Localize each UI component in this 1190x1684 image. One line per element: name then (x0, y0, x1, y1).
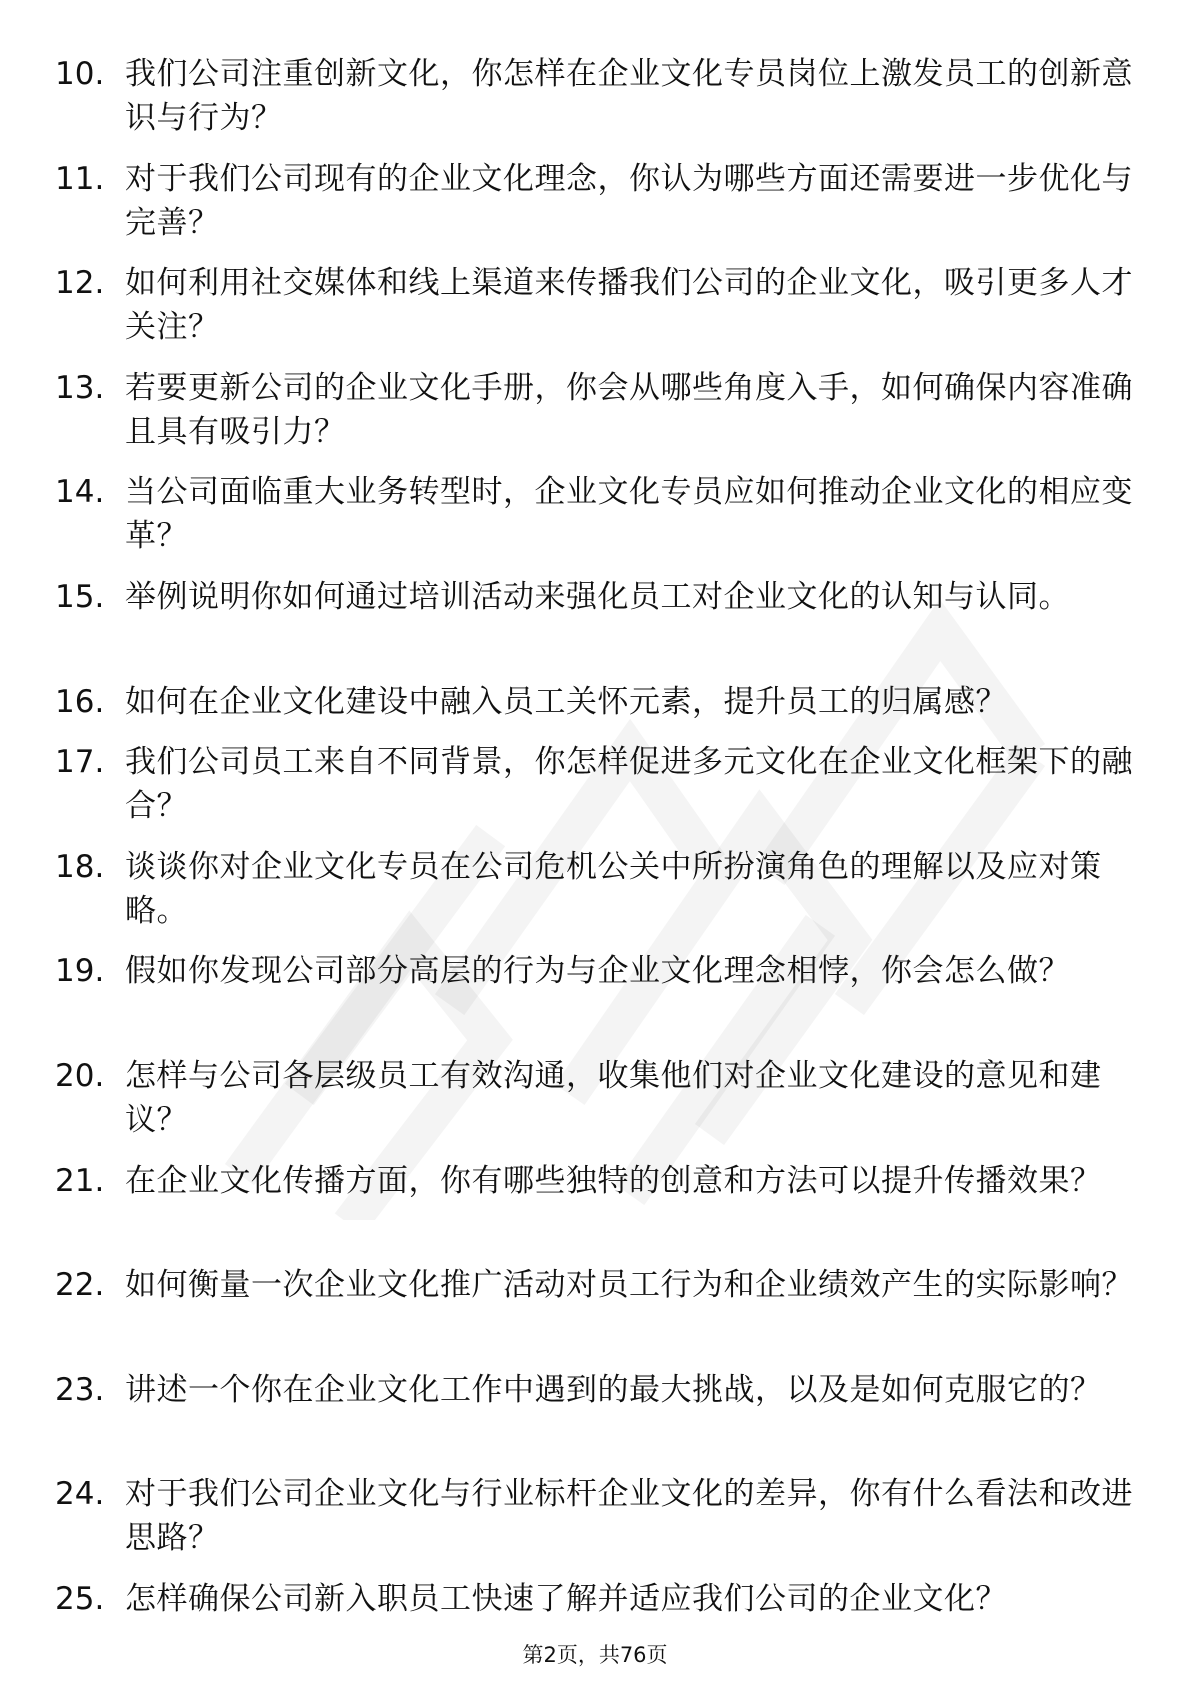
list-item (0, 1159, 1190, 1264)
list-item (0, 1472, 1190, 1577)
question-number: 23. (55, 1371, 105, 1408)
question-number: 12. (55, 265, 105, 302)
page-number-label: 第2页，共76页 (522, 1643, 668, 1667)
question-list (0, 52, 1190, 1637)
list-item (0, 949, 1190, 1054)
question-number: 19. (55, 953, 105, 990)
question-number: 21. (55, 1162, 105, 1199)
question-number: 15. (55, 578, 105, 615)
question-text: 如何在企业文化建设中融入员工关怀元素，提升员工的归属感？ (125, 683, 1007, 720)
list-item (0, 1577, 1190, 1637)
list-item (0, 1054, 1190, 1159)
list-item (0, 470, 1190, 575)
list-item (0, 366, 1190, 471)
question-text: 我们公司员工来自不同背景，你怎样促进多元文化在企业文化框架下的融合？ (125, 744, 1133, 825)
question-text: 当公司面临重大业务转型时，企业文化专员应如何推动企业文化的相应变革？ (125, 474, 1133, 555)
list-item (0, 52, 1190, 157)
question-number: 10. (55, 56, 105, 92)
question-text: 怎样确保公司新入职员工快速了解并适应我们公司的企业文化？ (125, 1580, 1007, 1617)
question-text: 对于我们公司企业文化与行业标杆企业文化的差异，你有什么看法和改进思路？ (125, 1476, 1133, 1557)
list-item (0, 1368, 1190, 1473)
question-number: 13. (55, 369, 105, 406)
question-number: 17. (55, 744, 105, 781)
list-item (0, 845, 1190, 950)
list-item (0, 575, 1190, 680)
list-item (0, 157, 1190, 262)
question-text: 如何衡量一次企业文化推广活动对员工行为和企业绩效产生的实际影响？ (125, 1267, 1133, 1304)
question-number: 22. (55, 1267, 105, 1304)
question-text: 举例说明你如何通过培训活动来强化员工对企业文化的认知与认同。 (125, 578, 1070, 615)
question-text: 对于我们公司现有的企业文化理念，你认为哪些方面还需要进一步优化与完善？ (125, 160, 1133, 241)
list-item (0, 740, 1190, 845)
question-number: 16. (55, 683, 105, 720)
question-text: 假如你发现公司部分高层的行为与企业文化理念相悖，你会怎么做？ (125, 953, 1070, 990)
question-text: 如何利用社交媒体和线上渠道来传播我们公司的企业文化，吸引更多人才关注？ (125, 265, 1133, 346)
question-text: 谈谈你对企业文化专员在公司危机公关中所扮演角色的理解以及应对策略。 (125, 848, 1102, 929)
question-text: 若要更新公司的企业文化手册，你会从哪些角度入手，如何确保内容准确且具有吸引力？ (125, 369, 1133, 450)
question-number: 24. (55, 1476, 105, 1513)
list-item (0, 680, 1190, 741)
question-number: 25. (55, 1580, 105, 1617)
list-item (0, 1263, 1190, 1368)
question-number: 14. (55, 474, 105, 511)
question-text: 我们公司注重创新文化，你怎样在企业文化专员岗位上激发员工的创新意识与行为？ (125, 56, 1133, 136)
question-number: 11. (55, 160, 105, 197)
question-text: 在企业文化传播方面，你有哪些独特的创意和方法可以提升传播效果？ (125, 1162, 1102, 1199)
page-footer (0, 1640, 1190, 1670)
list-item (0, 261, 1190, 366)
question-text: 讲述一个你在企业文化工作中遇到的最大挑战，以及是如何克服它的？ (125, 1371, 1102, 1408)
question-number: 20. (55, 1057, 105, 1094)
question-number: 18. (55, 848, 105, 885)
question-text: 怎样与公司各层级员工有效沟通，收集他们对企业文化建设的意见和建议？ (125, 1057, 1102, 1138)
